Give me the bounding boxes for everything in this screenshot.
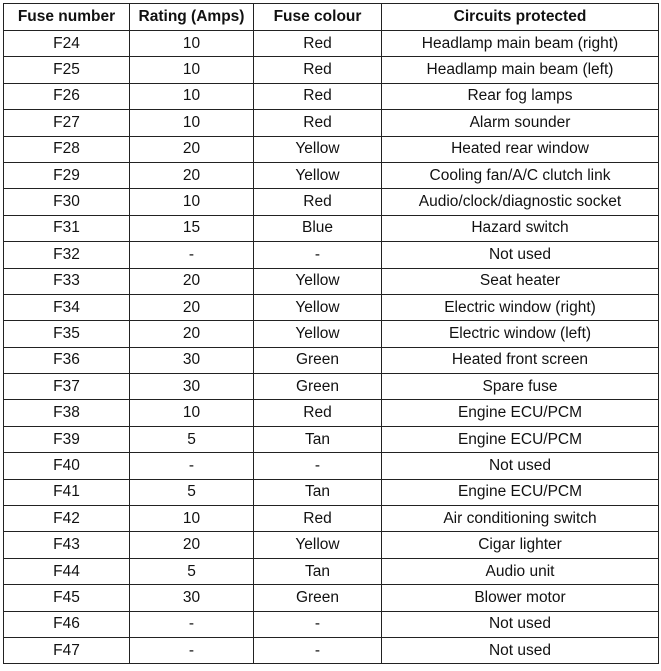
- table-row: [4, 242, 659, 268]
- fuse-number-cell: F47: [4, 637, 130, 663]
- header-row: [4, 4, 659, 31]
- table-row: [4, 374, 659, 400]
- table-row: [4, 57, 659, 83]
- fuse-number-cell: F42: [4, 506, 130, 532]
- fuse-number-cell: F25: [4, 57, 130, 83]
- circuit-cell: Not used: [382, 453, 659, 479]
- table-row: [4, 215, 659, 241]
- table-row: [4, 189, 659, 215]
- table-row: [4, 426, 659, 452]
- rating-cell: 5: [130, 426, 254, 452]
- table-row: [4, 479, 659, 505]
- fuse-number-cell: F45: [4, 585, 130, 611]
- table-row: [4, 321, 659, 347]
- circuit-cell: Heated rear window: [382, 136, 659, 162]
- fuse-colour-cell: Red: [254, 506, 382, 532]
- fuse-colour-cell: -: [254, 611, 382, 637]
- rating-cell: 10: [130, 506, 254, 532]
- fuse-colour-cell: Green: [254, 347, 382, 373]
- fuse-number-cell: F31: [4, 215, 130, 241]
- fuse-number-cell: F29: [4, 162, 130, 188]
- fuse-colour-cell: Red: [254, 110, 382, 136]
- fuse-colour-cell: Red: [254, 57, 382, 83]
- fuse-number-cell: F32: [4, 242, 130, 268]
- circuit-cell: Not used: [382, 637, 659, 663]
- fuse-colour-cell: Yellow: [254, 321, 382, 347]
- fuse-number-cell: F44: [4, 558, 130, 584]
- fuse-colour-cell: Tan: [254, 558, 382, 584]
- rating-cell: 30: [130, 374, 254, 400]
- table-row: [4, 637, 659, 663]
- circuit-cell: Not used: [382, 242, 659, 268]
- fuse-colour-cell: Red: [254, 189, 382, 215]
- rating-cell: 20: [130, 294, 254, 320]
- circuit-cell: Engine ECU/PCM: [382, 479, 659, 505]
- table-row: [4, 294, 659, 320]
- rating-cell: 10: [130, 189, 254, 215]
- rating-cell: 20: [130, 268, 254, 294]
- fuse-number-cell: F40: [4, 453, 130, 479]
- table-row: [4, 506, 659, 532]
- table-row: [4, 162, 659, 188]
- rating-cell: 10: [130, 83, 254, 109]
- circuit-cell: Seat heater: [382, 268, 659, 294]
- rating-cell: 20: [130, 532, 254, 558]
- circuit-cell: Cigar lighter: [382, 532, 659, 558]
- fuse-number-cell: F26: [4, 83, 130, 109]
- fuse-colour-cell: Yellow: [254, 532, 382, 558]
- circuit-cell: Air conditioning switch: [382, 506, 659, 532]
- fuse-colour-cell: Green: [254, 585, 382, 611]
- fuse-number-cell: F41: [4, 479, 130, 505]
- rating-cell: 20: [130, 162, 254, 188]
- fuse-number-cell: F39: [4, 426, 130, 452]
- rating-cell: 5: [130, 479, 254, 505]
- table-row: [4, 110, 659, 136]
- circuit-cell: Hazard switch: [382, 215, 659, 241]
- fuse-colour-cell: -: [254, 637, 382, 663]
- fuse-colour-cell: Yellow: [254, 136, 382, 162]
- rating-cell: 20: [130, 321, 254, 347]
- header-fuse-colour: Fuse colour: [254, 4, 382, 31]
- fuse-number-cell: F36: [4, 347, 130, 373]
- fuse-number-cell: F38: [4, 400, 130, 426]
- table-body: [4, 31, 659, 664]
- fuse-colour-cell: Red: [254, 400, 382, 426]
- table-row: [4, 31, 659, 57]
- fuse-number-cell: F30: [4, 189, 130, 215]
- circuit-cell: Engine ECU/PCM: [382, 400, 659, 426]
- circuit-cell: Headlamp main beam (right): [382, 31, 659, 57]
- rating-cell: 30: [130, 585, 254, 611]
- fuse-table: [3, 3, 659, 664]
- circuit-cell: Audio unit: [382, 558, 659, 584]
- rating-cell: 15: [130, 215, 254, 241]
- rating-cell: -: [130, 637, 254, 663]
- fuse-colour-cell: Yellow: [254, 268, 382, 294]
- table-row: [4, 268, 659, 294]
- fuse-colour-cell: Tan: [254, 426, 382, 452]
- circuit-cell: Alarm sounder: [382, 110, 659, 136]
- rating-cell: -: [130, 453, 254, 479]
- header-rating: Rating (Amps): [130, 4, 254, 31]
- table-row: [4, 532, 659, 558]
- fuse-number-cell: F43: [4, 532, 130, 558]
- rating-cell: 30: [130, 347, 254, 373]
- rating-cell: 10: [130, 400, 254, 426]
- fuse-number-cell: F35: [4, 321, 130, 347]
- fuse-colour-cell: Green: [254, 374, 382, 400]
- fuse-number-cell: F28: [4, 136, 130, 162]
- fuse-number-cell: F24: [4, 31, 130, 57]
- circuit-cell: Spare fuse: [382, 374, 659, 400]
- fuse-number-cell: F46: [4, 611, 130, 637]
- circuit-cell: Blower motor: [382, 585, 659, 611]
- circuit-cell: Rear fog lamps: [382, 83, 659, 109]
- rating-cell: 10: [130, 110, 254, 136]
- circuit-cell: Electric window (right): [382, 294, 659, 320]
- fuse-colour-cell: Red: [254, 31, 382, 57]
- fuse-colour-cell: Red: [254, 83, 382, 109]
- fuse-colour-cell: Yellow: [254, 162, 382, 188]
- rating-cell: -: [130, 242, 254, 268]
- fuse-colour-cell: Blue: [254, 215, 382, 241]
- table-row: [4, 136, 659, 162]
- fuse-colour-cell: Yellow: [254, 294, 382, 320]
- table-header: [4, 4, 659, 31]
- table-row: [4, 453, 659, 479]
- circuit-cell: Not used: [382, 611, 659, 637]
- rating-cell: -: [130, 611, 254, 637]
- circuit-cell: Headlamp main beam (left): [382, 57, 659, 83]
- fuse-number-cell: F34: [4, 294, 130, 320]
- rating-cell: 20: [130, 136, 254, 162]
- table-row: [4, 611, 659, 637]
- circuit-cell: Heated front screen: [382, 347, 659, 373]
- rating-cell: 10: [130, 57, 254, 83]
- table-row: [4, 558, 659, 584]
- fuse-colour-cell: Tan: [254, 479, 382, 505]
- header-fuse-number: Fuse number: [4, 4, 130, 31]
- fuse-number-cell: F33: [4, 268, 130, 294]
- table-row: [4, 347, 659, 373]
- rating-cell: 5: [130, 558, 254, 584]
- table-row: [4, 585, 659, 611]
- table-row: [4, 400, 659, 426]
- circuit-cell: Engine ECU/PCM: [382, 426, 659, 452]
- fuse-number-cell: F27: [4, 110, 130, 136]
- rating-cell: 10: [130, 31, 254, 57]
- fuse-number-cell: F37: [4, 374, 130, 400]
- circuit-cell: Cooling fan/A/C clutch link: [382, 162, 659, 188]
- fuse-colour-cell: -: [254, 242, 382, 268]
- table-row: [4, 83, 659, 109]
- circuit-cell: Electric window (left): [382, 321, 659, 347]
- fuse-colour-cell: -: [254, 453, 382, 479]
- circuit-cell: Audio/clock/diagnostic socket: [382, 189, 659, 215]
- header-circuits-protected: Circuits protected: [382, 4, 659, 31]
